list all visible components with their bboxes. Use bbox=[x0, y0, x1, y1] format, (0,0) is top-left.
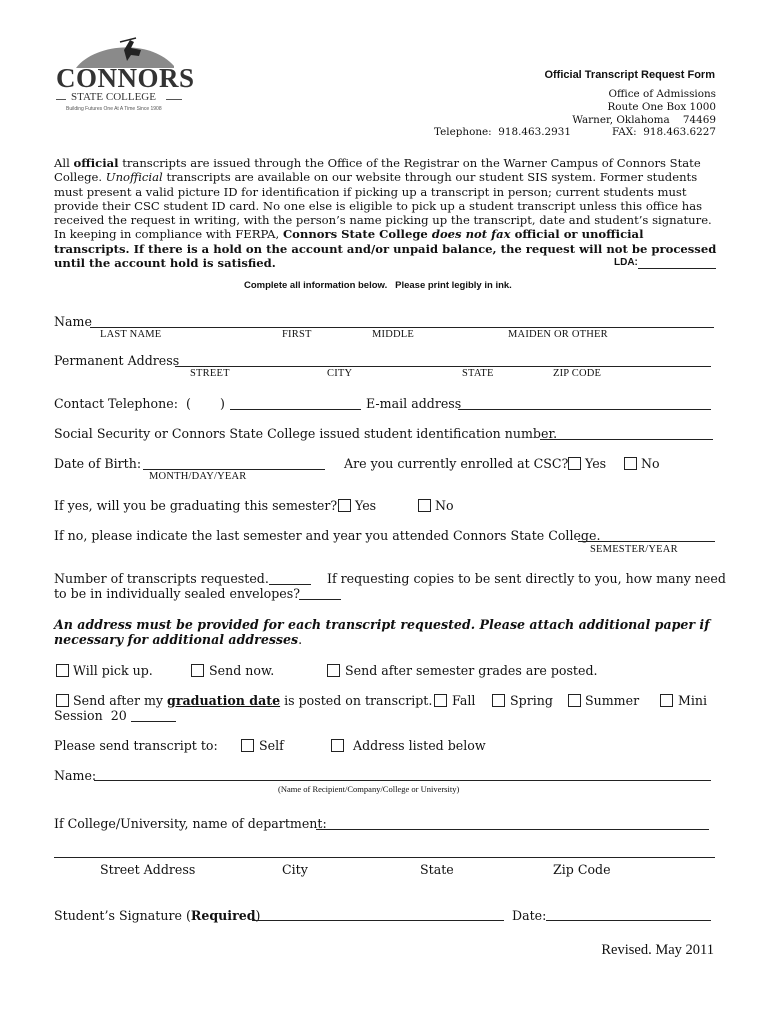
lda-label: LDA: bbox=[614, 257, 638, 268]
telephone-field[interactable] bbox=[230, 409, 361, 410]
spring-checkbox[interactable] bbox=[492, 694, 505, 707]
revision-note: Revised. May 2011 bbox=[601, 942, 714, 958]
recipient-name-field[interactable] bbox=[94, 780, 711, 781]
college-logo bbox=[54, 36, 195, 116]
date-label: Date: bbox=[512, 908, 547, 923]
street-address-caption: Street Address bbox=[100, 862, 196, 877]
office-fax: FAX: 918.463.6227 bbox=[611, 126, 716, 138]
city-caption: CITY bbox=[327, 368, 353, 379]
fall-checkbox[interactable] bbox=[434, 694, 447, 707]
address-notice-1: An address must be provided for each transcript requested. Please attach additional paper if bbox=[54, 617, 710, 632]
session-label: Session 20 bbox=[54, 708, 127, 723]
last-semester-question: If no, please indicate the last semester and year you attended Connors State College. bbox=[54, 528, 601, 543]
email-field[interactable] bbox=[458, 409, 711, 410]
dob-format-caption: MONTH/DAY/YEAR bbox=[149, 471, 247, 482]
copies-question: Number of transcripts requested. bbox=[54, 571, 269, 586]
sealed-question-2: to be in individually sealed envelopes? bbox=[54, 586, 300, 601]
instructions: Complete all information below. Please print legibly in ink. bbox=[244, 280, 512, 291]
summer-label: Summer bbox=[585, 693, 640, 708]
logo-tagline: Building Futures One At A Time Since 1908 bbox=[66, 106, 162, 112]
office-address-2: Warner, Oklahoma 74469 bbox=[572, 114, 716, 126]
student-id-field[interactable] bbox=[540, 439, 713, 440]
contact-telephone-label: Contact Telephone: ( bbox=[54, 396, 191, 411]
lda-field[interactable] bbox=[638, 268, 716, 269]
mini-checkbox[interactable] bbox=[660, 694, 673, 707]
self-label: Self bbox=[259, 738, 284, 753]
student-id-label: Social Security or Connors State College issued student identification number. bbox=[54, 426, 558, 441]
department-field[interactable] bbox=[316, 829, 709, 830]
street-caption: STREET bbox=[190, 368, 230, 379]
sealed-field[interactable] bbox=[299, 599, 341, 600]
department-label: If College/University, name of department: bbox=[54, 816, 327, 831]
city-caption-2: City bbox=[282, 862, 308, 877]
recipient-hint: (Name of Recipient/Company/College or University) bbox=[278, 784, 460, 794]
area-code-field[interactable] bbox=[190, 396, 220, 410]
date-field[interactable] bbox=[546, 920, 711, 921]
office-telephone: Telephone: 918.463.2931 bbox=[434, 126, 572, 138]
send-now-label: Send now. bbox=[209, 663, 275, 678]
state-caption-2: State bbox=[420, 862, 454, 877]
office-address-1: Route One Box 1000 bbox=[607, 101, 716, 113]
email-label: E-mail address bbox=[366, 396, 462, 411]
session-year-field[interactable] bbox=[131, 721, 176, 722]
enrolled-question: Are you currently enrolled at CSC? bbox=[344, 456, 569, 471]
zip-code-caption: Zip Code bbox=[553, 862, 611, 877]
name-label: Name bbox=[54, 314, 92, 329]
fall-label: Fall bbox=[452, 693, 476, 708]
grad-date-label: Send after my graduation date is posted on transcript. bbox=[73, 693, 433, 708]
copies-field[interactable] bbox=[269, 584, 311, 585]
permanent-address-label: Permanent Address bbox=[54, 353, 180, 368]
zip-caption: ZIP CODE bbox=[553, 368, 602, 379]
office-name: Office of Admissions bbox=[608, 88, 716, 100]
address-below-label: Address listed below bbox=[353, 738, 486, 753]
pickup-label: Will pick up. bbox=[73, 663, 153, 678]
graduating-no-checkbox[interactable] bbox=[418, 499, 431, 512]
after-grades-label: Send after semester grades are posted. bbox=[345, 663, 598, 678]
graduating-yes-checkbox[interactable] bbox=[338, 499, 351, 512]
recipient-name-label: Name: bbox=[54, 768, 97, 783]
graduating-no-label: No bbox=[435, 498, 454, 513]
signature-label: Student’s Signature (Required) bbox=[54, 908, 261, 923]
name-field[interactable] bbox=[90, 327, 714, 328]
last-name-caption: LAST NAME bbox=[100, 329, 162, 340]
mini-label: Mini bbox=[678, 693, 708, 708]
form-title: Official Transcript Request Form bbox=[544, 69, 715, 81]
intro-paragraph: All official transcripts are issued through the Office of the Registrar on the Warner Campus of Connors State College. Unofficial transcripts are available on our website through our student SIS system. Former students must present a valid picture ID for identification if picking up a transcript in person; current students must provide their CSC student ID card. No one else is eligible to pick up a student transcript unless this office has received the request in writing, with the person’s name picking up the transcript, date and student’s signature. In keeping in compliance with FERPA, Connors State College does not fax official or unofficial transcripts. If there is a hold on the account and/or unpaid balance, the request will not be processed until the account hold is satisfied. bbox=[54, 156, 717, 271]
contact-telephone-close: ) bbox=[220, 396, 225, 411]
dob-label: Date of Birth: bbox=[54, 456, 142, 471]
first-name-caption: FIRST bbox=[282, 329, 312, 340]
semester-year-caption: SEMESTER/YEAR bbox=[590, 544, 678, 555]
recipient-address-field[interactable] bbox=[54, 857, 715, 858]
state-caption: STATE bbox=[462, 368, 494, 379]
graduating-yes-label: Yes bbox=[355, 498, 377, 513]
address-below-checkbox[interactable] bbox=[331, 739, 344, 752]
permanent-address-field[interactable] bbox=[175, 366, 711, 367]
spring-label: Spring bbox=[510, 693, 553, 708]
pickup-checkbox[interactable] bbox=[56, 664, 69, 677]
last-semester-field[interactable] bbox=[578, 541, 715, 542]
self-checkbox[interactable] bbox=[241, 739, 254, 752]
after-grades-checkbox[interactable] bbox=[327, 664, 340, 677]
signature-field[interactable] bbox=[252, 920, 504, 921]
sealed-question-1: If requesting copies to be sent directly to you, how many need bbox=[327, 571, 726, 586]
address-notice-2: necessary for additional addresses. bbox=[54, 632, 303, 647]
enrolled-no-label: No bbox=[641, 456, 660, 471]
summer-checkbox[interactable] bbox=[568, 694, 581, 707]
enrolled-yes-checkbox[interactable] bbox=[568, 457, 581, 470]
middle-name-caption: MIDDLE bbox=[372, 329, 415, 340]
logo-subtitle: STATE COLLEGE bbox=[71, 91, 156, 103]
maiden-name-caption: MAIDEN OR OTHER bbox=[508, 329, 608, 340]
grad-date-checkbox[interactable] bbox=[56, 694, 69, 707]
send-now-checkbox[interactable] bbox=[191, 664, 204, 677]
enrolled-yes-label: Yes bbox=[585, 456, 607, 471]
graduating-question: If yes, will you be graduating this semester? bbox=[54, 498, 338, 513]
dob-field[interactable] bbox=[143, 469, 325, 470]
logo-name: CONNORS bbox=[56, 63, 195, 93]
enrolled-no-checkbox[interactable] bbox=[624, 457, 637, 470]
send-to-label: Please send transcript to: bbox=[54, 738, 218, 753]
